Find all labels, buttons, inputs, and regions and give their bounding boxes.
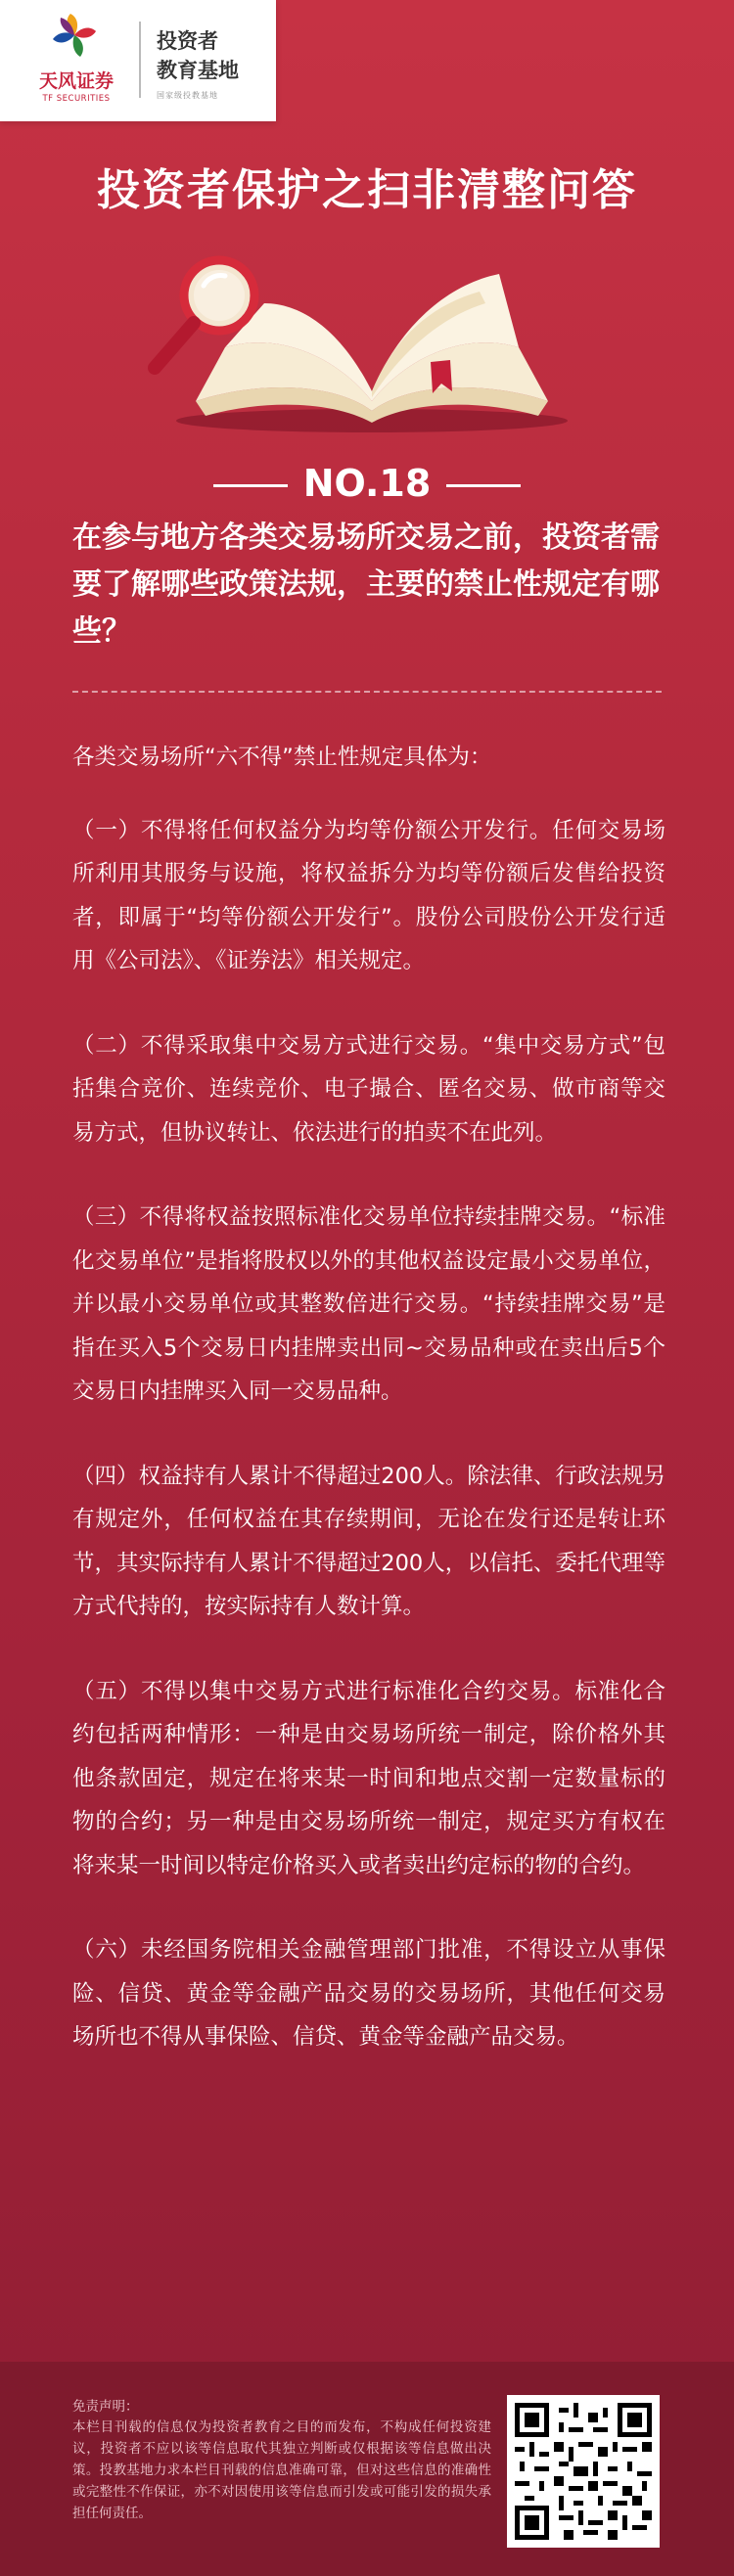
question-heading: 在参与地方各类交易场所交易之前，投资者需要了解哪些政策法规，主要的禁止性规定有哪些？ (72, 520, 660, 649)
number-line-right (446, 484, 521, 487)
logo-card[interactable] (0, 0, 276, 121)
number-line-left (213, 484, 288, 487)
page-title: 投资者保护之扫非清整问答 (97, 165, 637, 215)
book-magnifier-illustration (137, 245, 597, 440)
logo-divider (139, 22, 141, 98)
brand-name-en: TF SECURITIES (42, 94, 111, 104)
answer-body (72, 736, 665, 2101)
qr-code[interactable] (507, 2395, 660, 2548)
question-number-row (0, 460, 734, 509)
brand-name: 天风证券 (38, 70, 114, 92)
answer-paragraph-5: （五）不得以集中交易方式进行标准化合约交易。标准化合约包括两种情形：一种是由交易场所统一制定，除价格外其他条款固定，规定在将来某一时间和地点交割一定数量标的物的合约；另一种是由交易场所统一制定，规定买方有权在将来某一时间以特定价格买入或者卖出约定标的物的合约。 (72, 1678, 665, 1878)
logo-subtitle-line2: 教育基地 (157, 59, 239, 82)
logo-tagline: 国家级投教基地 (157, 91, 218, 100)
dashed-divider (72, 691, 662, 693)
answer-paragraph-4: （四）权益持有人累计不得超过200人。除法律、行政法规另有规定外，任何权益在其存续期间，无论在发行还是转让环节，其实际持有人累计不得超过200人，以信托、委托代理等方式代持的，按实际持有人数计算。 (72, 1463, 665, 1619)
answer-intro: 各类交易场所“六不得”禁止性规定具体为： (72, 745, 492, 770)
answer-paragraph-2: （二）不得采取集中交易方式进行交易。“集中交易方式”包括集合竞价、连续竞价、电子撮合、匿名交易、做市商等交易方式，但协议转让、依法进行的拍卖不在此列。 (72, 1032, 665, 1146)
answer-paragraph-3: （三）不得将权益按照标准化交易单位持续挂牌交易。“标准化交易单位”是指将股权以外的其他权益设定最小交易单位，并以最小交易单位或其整数倍进行交易。“持续挂牌交易”是指在买入5个交易日内挂牌卖出同~交易品种或在卖出后5个交易日内挂牌买入同一交易品种。 (72, 1204, 665, 1404)
footer (0, 2362, 734, 2576)
answer-paragraph-6: （六）未经国务院相关金融管理部门批准，不得设立从事保险、信贷、黄金等金融产品交易的交易场所，其他任何交易场所也不得从事保险、信贷、黄金等金融产品交易。 (72, 1937, 665, 2050)
answer-paragraph-1: （一）不得将任何权益分为均等份额公开发行。任何交易场所利用其服务与设施，将权益拆分为均等份额后发售给投资者，即属于“均等份额公开发行”。股份公司股份公开发行适用《公司法》、《证券法》相关规定。 (72, 817, 665, 973)
question-number: NO.18 (302, 462, 432, 505)
disclaimer-text: 本栏目刊载的信息仅为投资者教育之目的而发布，不构成任何投资建议，投资者不应以该等信息取代其独立判断或仅根据该等信息做出决策。投教基地力求本栏目刊载的信息准确可靠，但对这些信息的准确性或完整性不作保证，亦不对因使用该等信息而引发或可能引发的损失承担任何责任。 (72, 2419, 491, 2521)
disclaimer-title: 免责声明： (72, 2399, 139, 2415)
tf-logo-icon (49, 12, 100, 61)
qr-code-icon (515, 2403, 652, 2540)
logo-subtitle-line1: 投资者 (157, 29, 218, 53)
